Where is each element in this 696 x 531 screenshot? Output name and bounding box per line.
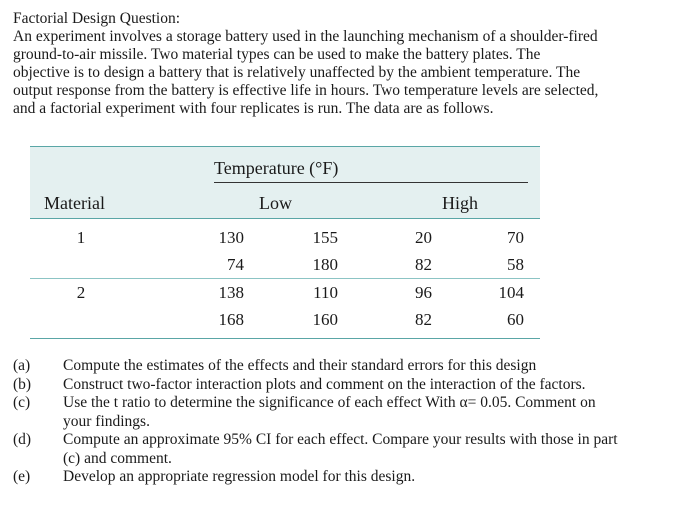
question-text: Compute the estimates of the effects and their standard errors for this design bbox=[63, 357, 537, 374]
table-cell: 130 bbox=[218, 228, 244, 247]
table-cell: 74 bbox=[227, 255, 244, 274]
low-header: Low bbox=[259, 193, 292, 213]
page-heading: Factorial Design Question: bbox=[13, 10, 181, 27]
table-cell: 58 bbox=[507, 255, 524, 274]
question-label: (b) bbox=[13, 375, 32, 393]
table-cell: 168 bbox=[218, 310, 244, 329]
intro-line: objective is to design a battery that is relatively unaffected by the ambient temperature. The bbox=[13, 64, 581, 81]
question-text: (c) and comment. bbox=[63, 449, 172, 467]
table-cell: 82 bbox=[415, 310, 432, 329]
intro-line: output response from the battery is effective life in hours. Two temperature levels are selected, bbox=[13, 82, 599, 99]
intro-line: ground-to-air missile. Two material types can be used to make the battery plates. The bbox=[13, 46, 541, 63]
table-cell: 110 bbox=[313, 283, 338, 302]
question-label: (d) bbox=[13, 431, 32, 448]
high-header: High bbox=[442, 193, 478, 213]
table-cell: 155 bbox=[312, 228, 338, 247]
table-cell: 82 bbox=[415, 255, 432, 274]
question-text: Use the t ratio to determine the significance of each effect With α= 0.05. Comment on bbox=[63, 394, 596, 411]
temperature-header-rule bbox=[214, 182, 528, 183]
material-cell: 2 bbox=[76, 283, 86, 302]
intro-line: An experiment involves a storage battery used in the launching mechanism of a shoulder-fired bbox=[13, 28, 598, 45]
table-bottom-rule bbox=[30, 338, 540, 339]
temperature-header: Temperature (°F) bbox=[214, 158, 339, 178]
data-table bbox=[30, 146, 540, 344]
question-text: Compute an approximate 95% CI for each effect. Compare your results with those in part bbox=[63, 431, 618, 448]
question-label: (c) bbox=[13, 394, 31, 411]
table-cell: 104 bbox=[498, 283, 524, 302]
question-text: your findings. bbox=[63, 412, 150, 430]
question-label: (a) bbox=[13, 357, 31, 374]
question-text: Construct two-factor interaction plots and comment on the interaction of the factors. bbox=[63, 375, 586, 393]
table-cell: 180 bbox=[312, 255, 338, 274]
table-cell: 60 bbox=[507, 310, 524, 329]
intro-line: and a factorial experiment with four replicates is run. The data are as follows. bbox=[13, 100, 494, 117]
material-header: Material bbox=[44, 193, 105, 213]
table-cell: 96 bbox=[415, 283, 432, 302]
table-cell: 138 bbox=[218, 283, 244, 302]
question-label: (e) bbox=[13, 468, 31, 485]
table-cell: 160 bbox=[312, 310, 338, 329]
group-divider bbox=[30, 278, 540, 279]
material-cell: 1 bbox=[76, 228, 86, 247]
table-cell: 70 bbox=[507, 228, 524, 247]
problem-statement bbox=[13, 28, 685, 118]
table-cell: 20 bbox=[415, 228, 432, 247]
question-text: Develop an appropriate regression model for this design. bbox=[63, 468, 416, 485]
